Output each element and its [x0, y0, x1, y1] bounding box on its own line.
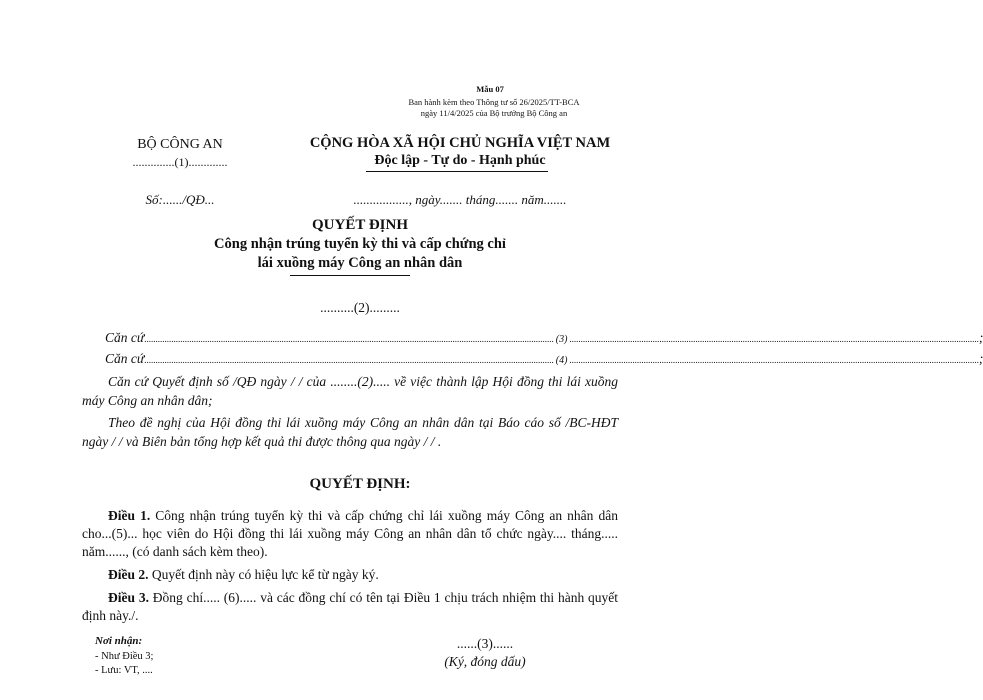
ministry-name: BỘ CÔNG AN	[137, 137, 223, 152]
legal-basis-ref: (4)	[555, 355, 568, 366]
unit-placeholder: ..............(1).............	[132, 155, 228, 169]
subtitle-underline	[290, 275, 410, 276]
national-title: CỘNG HÒA XÃ HỘI CHỦ NGHĨA VIỆT NAM	[309, 135, 611, 151]
article-heading: Điều 3.	[108, 590, 149, 605]
recipient-item: - Lưu: VT, ....	[95, 665, 153, 676]
document-number: Số:....../QĐ...	[145, 192, 215, 207]
legal-basis-dots: ......................................................................................................................................................................................	[144, 334, 554, 344]
issuing-authority: ..........(2).........	[320, 300, 400, 315]
legal-basis-dots: ......................................................................................................................................................................................	[144, 355, 554, 365]
recipients-label: Nơi nhận:	[95, 635, 143, 647]
article-2	[82, 566, 618, 584]
issued-by-note	[380, 97, 608, 119]
article-1	[82, 507, 618, 561]
issued-by-line-2: ngày 11/4/2025 của Bộ trưởng Bộ Công an	[420, 108, 568, 118]
document-title: QUYẾT ĐỊNH	[312, 217, 408, 233]
article-text: Đồng chí..... (6)..... và các đồng chí có tên tại Điều 1 chịu trách nhiệm thi hành quyết định này./.	[82, 590, 619, 623]
form-number: Mẫu 07	[476, 84, 504, 94]
legal-basis-2	[105, 351, 983, 367]
article-text: Công nhận trúng tuyển kỳ thi và cấp chứng chỉ lái xuồng máy Công an nhân dân cho...(5)... học viên do Hội đồng thi lái xuồng máy Công an nhân dân tổ chức ngày.... tháng..... năm......, (có danh sách kèm theo).	[82, 508, 618, 559]
legal-basis-label: Căn cứ	[105, 351, 145, 366]
place-and-date: ................., ngày....... tháng....... năm.......	[353, 192, 567, 207]
decides-heading: QUYẾT ĐỊNH:	[309, 476, 411, 492]
article-text: Quyết định này có hiệu lực kể từ ngày ký.	[148, 567, 379, 582]
legal-basis-ref: (3)	[555, 334, 568, 345]
signature-note: (Ký, đóng dấu)	[444, 654, 526, 669]
document-subtitle-line-2: lái xuồng máy Công an nhân dân	[257, 255, 463, 271]
issued-by-line-1: Ban hành kèm theo Thông tư số 26/2025/TT-BCA	[408, 97, 580, 107]
article-heading: Điều 1.	[108, 508, 151, 523]
legal-basis-end: ;	[978, 351, 983, 366]
legal-basis-dots: ......................................................................................................................................................................................	[569, 334, 979, 344]
legal-basis-label: Căn cứ	[105, 330, 145, 345]
signer-placeholder: ......(3)......	[456, 636, 514, 651]
article-heading: Điều 2.	[108, 567, 149, 582]
proposal-paragraph: Theo đề nghị của Hội đồng thi lái xuồng máy Công an nhân dân tại Báo cáo số /BC-HĐT ngày / / và Biên bản tổng hợp kết quả thi được thông qua ngày / / .	[82, 415, 618, 449]
legal-basis-end: ;	[978, 330, 983, 345]
motto-underline	[366, 171, 548, 172]
legal-basis-dots: ......................................................................................................................................................................................	[569, 355, 979, 365]
recipient-item: - Như Điều 3;	[95, 651, 154, 662]
legal-basis-1	[105, 330, 983, 346]
article-3	[82, 589, 618, 625]
national-motto: Độc lập - Tự do - Hạnh phúc	[374, 153, 546, 168]
document-subtitle-line-1: Công nhận trúng tuyển kỳ thi và cấp chứng chỉ	[214, 236, 506, 252]
basis-decision-paragraph: Căn cứ Quyết định số /QĐ ngày / / của ........(2)..... về việc thành lập Hội đồng thi lái xuồng máy Công an nhân dân;	[82, 374, 618, 408]
